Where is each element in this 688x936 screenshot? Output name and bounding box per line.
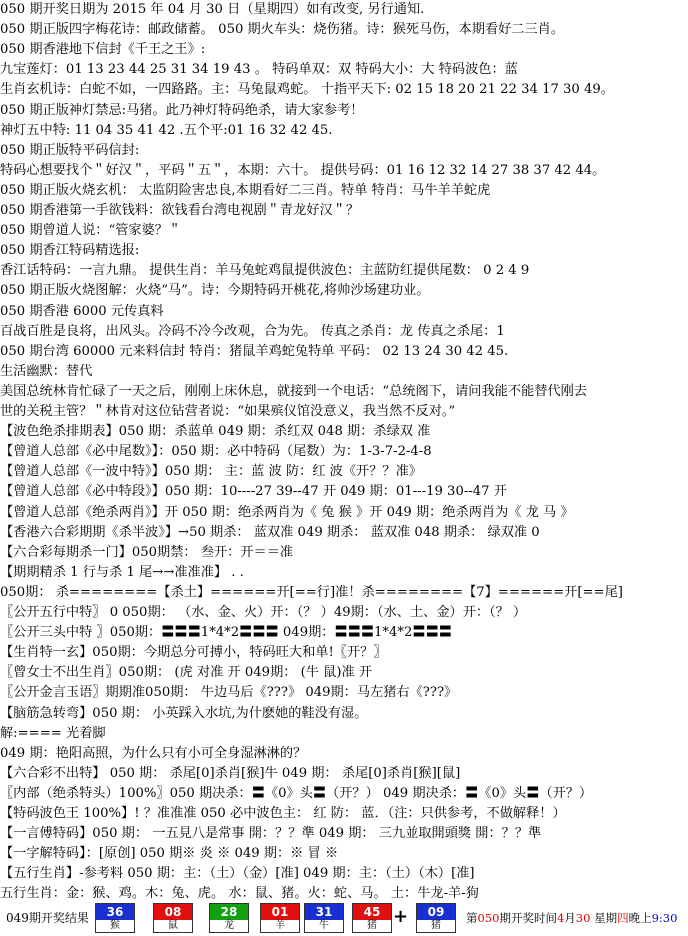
next-draw-info: [466, 910, 677, 926]
ball-zodiac: 猪: [367, 920, 377, 931]
info-mid: 期开奖时间: [499, 911, 557, 925]
text-line: 美国总统林肯忙碌了一天之后，刚刚上床休息，就接到一个电话：“总统阁下，请问我能不能替代刚去: [0, 383, 587, 399]
text-line: 香江话特码：一言九鼎。 提供生肖：羊马兔蛇鸡鼠提供波色：主蓝防红提供尾数： 0 2 4 9: [0, 263, 530, 279]
text-line: 050 期香港 6000 元传真料: [0, 303, 164, 319]
ball-zodiac: 龙: [224, 920, 234, 931]
text-line: 050 期正版火烧玄机： 太监阴险害忠良,本期看好二三肖。特单 特肖：马牛羊羊蛇虎: [0, 182, 491, 198]
draw-result-bar: [0, 900, 688, 936]
text-line: 050 期正版神灯禁忌:马猪。此乃神灯特码绝杀，请大家参考！: [0, 102, 364, 118]
info-period: 050: [477, 911, 500, 925]
ball-zodiac: 羊: [275, 920, 285, 931]
result-ball-4: [260, 903, 300, 933]
text-line: 【一言傅特码】050 期： 一五見八是常事 開：？？準 049 期： 三九並取開頭獎 開：？？準: [0, 826, 542, 842]
result-ball-2: [153, 903, 193, 933]
result-label: 049期开奖结果: [6, 911, 89, 925]
text-line: 050 期开奖日期为 2015 年 04 月 30 日（星期四）如有改变, 另行通知.: [0, 2, 425, 17]
text-line: 九宝莲灯：01 13 23 44 25 31 34 19 43 。 特码单双：双 特码大小：大 特码波色：蓝: [0, 62, 518, 78]
text-line: 生肖玄机诗：白蛇不如，一四路路。主：马兔鼠鸡蛇。 十指平天下: 02 15 18 20 21 22 34 17 30 49。: [0, 82, 614, 98]
text-line: 【脑筋急转弯】050 期： 小英踩入水坑,为什麽她的鞋没有湿。: [0, 705, 368, 721]
text-line: 【五行生肖】-参考料 050 期：主：（土）（金）[准] 049 期：主：（土）（木）[准]: [0, 866, 475, 882]
text-line: 050 期香港第一手欲钱料：欲钱看台湾电视剧＂青龙好汉＂？: [0, 203, 360, 218]
ball-number: 01: [261, 904, 299, 920]
text-line: 050 期香港地下信封《千王之王》:: [0, 42, 206, 58]
text-line: 【曾道人总部《一波中特》】050 期： 主：蓝 波 防：红 波《开？？准》: [0, 464, 422, 480]
text-line: 【一字解特码】：[原创] 050 期※ 炎 ※ 049 期：※ 冒 ※: [0, 846, 339, 862]
info-weekday: 四: [617, 911, 629, 925]
text-line: 050 期香江特码精选报:: [0, 243, 140, 259]
ball-number: 08: [154, 904, 192, 920]
ball-number: 28: [210, 904, 248, 920]
result-ball-1: [95, 903, 135, 933]
ball-zodiac: 鼠: [168, 920, 178, 931]
ball-zodiac: 猪: [431, 920, 441, 931]
result-ball-6: [352, 903, 392, 933]
text-line: 050 期曾道人说：“管家婆？＂: [0, 223, 182, 239]
text-line: 特码心想要找个＂好汉＂，平码＂五＂，本期：六十。 提供号码：01 16 12 32 14 27 38 37 42 44。: [0, 162, 606, 178]
text-line: 【香港六合彩期期《杀半波》】→50 期杀： 蓝双准 049 期杀： 蓝双准 048 期杀： 绿双准 0: [0, 524, 540, 540]
text-line: 神灯五中特: 11 04 35 41 42 .五个平:01 16 32 42 45.: [0, 122, 333, 138]
text-line: 【六合彩不出特】 050 期： 杀尾[0]杀肖[猴]牛 049 期： 杀尾[0]杀肖[猴][鼠]: [0, 765, 461, 781]
text-line: 【曾道人总部《必中尾数》】：050 期：必中特码（尾数）为：1-3-7-2-4-8: [0, 444, 432, 460]
text-line: 〖公开三头中特 〗050期：〓〓〓1*4*2〓〓〓 049期：〓〓〓1*4*2〓〓〓: [0, 625, 452, 641]
info-prefix: 第: [466, 911, 478, 925]
info-day: 30: [575, 911, 591, 925]
ball-zodiac: 牛: [319, 920, 329, 931]
ball-number: 36: [96, 904, 134, 920]
text-line: 【特码波色王 100%】! ？准准准 050 必中波色主： 红 防： 蓝．（注：只供参考，不做解释！）: [0, 806, 566, 821]
text-line: 050期： 杀========【杀土】======开[==行]准！杀========【7】======开[==尾]: [0, 584, 623, 600]
plus-sign: +: [393, 906, 409, 927]
text-line: 〖曾女士不出生肖〗050期： (虎 对准 开 049期： (牛 鼠)准 开: [0, 665, 373, 681]
text-line: 世的关税主管？＂林肯对这位钻营者说：“如果殡仪馆没意义，我当然不反对。”: [0, 404, 456, 419]
result-ball-5: [304, 903, 344, 933]
text-line: 解:==== 光着脚: [0, 725, 106, 741]
text-line: 【生肖特一玄】050期：今期总分可搏小，特码旺大和单!〖开？〗: [0, 645, 387, 661]
info-month-unit: 月: [564, 911, 576, 925]
text-line: 生活幽默：替代: [0, 363, 93, 379]
info-month: 4: [556, 911, 565, 925]
text-line: 050 期正版四字梅花诗：邮政储蓄。 050 期火车头：烧伤猪。诗：猴死马伤，本期看好二三肖。: [0, 22, 565, 38]
text-line: 百战百胜是良将，出风头。冷码不冷今改观，合为先。 传真之杀肖：龙 传真之杀尾：1: [0, 323, 505, 339]
ball-number: 45: [353, 904, 391, 920]
text-line: 【曾道人总部《必中特段》】050 期：10----27 39--47 开 049 期：01---19 30--47 开: [0, 484, 507, 500]
info-tail: 晚上: [628, 911, 652, 925]
ball-zodiac: 猴: [110, 920, 120, 931]
ball-number: 09: [417, 904, 455, 920]
ball-number: 31: [305, 904, 343, 920]
special-ball: [416, 903, 456, 933]
info-time: 9:30: [651, 911, 678, 925]
text-line: 〖公开五行中特〗 0 050期： （水、金、火）开：（？ ）49期：（水、土、金）开：（？ ）: [0, 605, 527, 620]
text-line: 050 期正版火烧图解：火烧“马”。诗：今期特码开桃花,将帅沙场建功业。: [0, 283, 430, 299]
text-line: 【期期精杀 1 行与杀 1 尾→→准准准】 . .: [0, 564, 244, 580]
text-line: 〖公开金言玉语〗期期准050期： 牛边马后《???》 049期：马左猪右《???》: [0, 685, 458, 701]
result-ball-3: [209, 903, 249, 933]
text-line: 050 期正版特平码信封:: [0, 142, 140, 158]
text-line: 049 期：艳阳高照，为什么只有小可全身湿淋淋的？: [0, 745, 307, 761]
text-line: 五行生肖：金：猴、鸡。木：兔、虎。 水：鼠、猪。火：蛇、马。 土：牛龙-羊-狗: [0, 886, 479, 902]
text-line: 【六合彩每期杀一门】050期禁： 叁开：开＝＝准: [0, 544, 294, 560]
text-line: 【曾道人总部《绝杀两肖》】开 050 期：绝杀两肖为《 兔 猴 》开 049 期：绝杀两肖为《 龙 马 》: [0, 504, 574, 520]
text-line: 〖内部（绝杀特头）100%〗050 期决杀：〓《0》头〓（开？） 049 期决杀：〓《0》头〓（开？）: [0, 785, 593, 801]
text-line: 【波色绝杀排期表】050 期：杀蓝单 049 期：杀红双 048 期：杀绿双 准: [0, 424, 431, 440]
text-line: 050 期台湾 60000 元来料信封 特肖：猪鼠羊鸡蛇兔特单 平码： 02 13 24 30 42 45.: [0, 343, 509, 359]
info-day-unit: 星期: [590, 911, 618, 925]
